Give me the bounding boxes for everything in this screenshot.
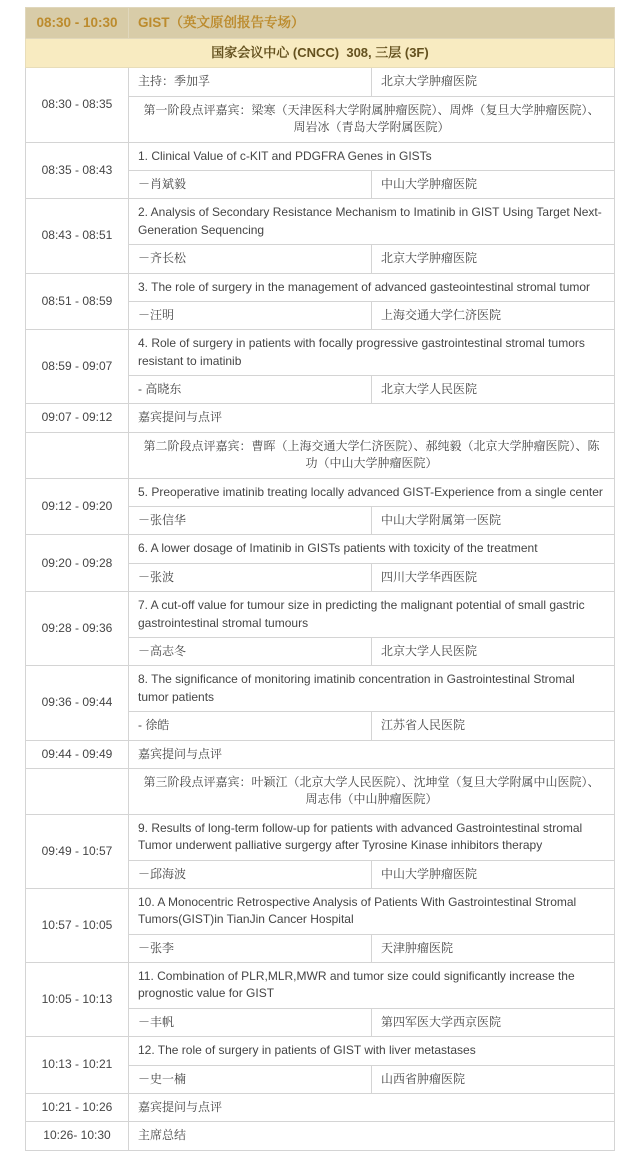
- speaker-name: －肖斌毅: [129, 170, 372, 198]
- qa-text: 嘉宾提问与点评: [129, 740, 615, 768]
- summary-row: [26, 1122, 615, 1150]
- qa-row: [26, 404, 615, 432]
- venue-row: [26, 38, 615, 68]
- talk-row: [26, 478, 615, 506]
- qa-text: 嘉宾提问与点评: [129, 1094, 615, 1122]
- speaker-name: - 徐皓: [129, 712, 372, 740]
- speaker-name: - 高晓东: [129, 376, 372, 404]
- talk-row: [26, 199, 615, 245]
- hospital-name: 中山大学附属第一医院: [372, 507, 615, 535]
- hospital-name: 北京大学人民医院: [372, 376, 615, 404]
- time-cell: 08:35 - 08:43: [26, 142, 129, 199]
- talk-row: [26, 142, 615, 170]
- talk-title: 12. The role of surgery in patients of GIST with liver metastases: [129, 1037, 615, 1065]
- session-title: GIST（英文原创报告专场）: [129, 8, 615, 39]
- hospital-name: 第四军医大学西京医院: [372, 1008, 615, 1036]
- time-cell: 09:20 - 09:28: [26, 535, 129, 592]
- panel-text: 第三阶段点评嘉宾：叶颖江（北京大学人民医院）、沈坤堂（复旦大学附属中山医院）、周志伟（中山肿瘤医院）: [129, 768, 615, 814]
- hospital-name: 上海交通大学仁济医院: [372, 301, 615, 329]
- talk-row: [26, 592, 615, 638]
- qa-row: [26, 740, 615, 768]
- time-cell: 10:13 - 10:21: [26, 1037, 129, 1094]
- hospital-name: 天津肿瘤医院: [372, 934, 615, 962]
- chair-row: [26, 68, 615, 96]
- time-cell: 08:59 - 09:07: [26, 330, 129, 404]
- time-cell: 10:21 - 10:26: [26, 1094, 129, 1122]
- talk-title: 6. A lower dosage of Imatinib in GISTs patients with toxicity of the treatment: [129, 535, 615, 563]
- hospital-name: 北京大学肿瘤医院: [372, 68, 615, 96]
- time-cell: 08:51 - 08:59: [26, 273, 129, 330]
- time-cell: 08:43 - 08:51: [26, 199, 129, 273]
- time-cell: 09:36 - 09:44: [26, 666, 129, 740]
- speaker-name: －丰帆: [129, 1008, 372, 1036]
- talk-row: [26, 888, 615, 934]
- time-cell: 10:26- 10:30: [26, 1122, 129, 1150]
- qa-row: [26, 1094, 615, 1122]
- hospital-name: 中山大学肿瘤医院: [372, 170, 615, 198]
- talk-title: 8. The significance of monitoring imatinib concentration in Gastrointestinal Stromal tumor patients: [129, 666, 615, 712]
- qa-text: 嘉宾提问与点评: [129, 404, 615, 432]
- panel-text: 第一阶段点评嘉宾：梁寒（天津医科大学附属肿瘤医院）、周烨（复旦大学肿瘤医院）、周岩冰（青岛大学附属医院）: [129, 96, 615, 142]
- speaker-name: －史一楠: [129, 1065, 372, 1093]
- session-time: 08:30 - 10:30: [26, 8, 129, 39]
- time-cell: 10:05 - 10:13: [26, 963, 129, 1037]
- hospital-name: 山西省肿瘤医院: [372, 1065, 615, 1093]
- session-header-row: [26, 8, 615, 39]
- talk-title: 2. Analysis of Secondary Resistance Mechanism to Imatinib in GIST Using Target Next-Generation Sequencing: [129, 199, 615, 245]
- talk-title: 10. A Monocentric Retrospective Analysis of Patients With Gastrointestinal Stromal Tumors(GIST)in TianJin Cancer Hospital: [129, 888, 615, 934]
- hospital-name: 中山大学肿瘤医院: [372, 860, 615, 888]
- talk-row: [26, 814, 615, 860]
- speaker-name: －邱海波: [129, 860, 372, 888]
- talk-title: 3. The role of surgery in the management of advanced gasteointestinal stromal tumor: [129, 273, 615, 301]
- talk-row: [26, 330, 615, 376]
- talk-title: 7. A cut-off value for tumour size in predicting the malignant potential of small gastric gastrointestinal stromal tumours: [129, 592, 615, 638]
- speaker-name: －高志冬: [129, 638, 372, 666]
- hospital-name: 北京大学肿瘤医院: [372, 245, 615, 273]
- panel-text: 第二阶段点评嘉宾：曹晖（上海交通大学仁济医院）、郝纯毅（北京大学肿瘤医院）、陈功（中山大学肿瘤医院）: [129, 432, 615, 478]
- talk-row: [26, 963, 615, 1009]
- speaker-name: －齐长松: [129, 245, 372, 273]
- time-cell: 09:49 - 10:57: [26, 814, 129, 888]
- hospital-name: 江苏省人民医院: [372, 712, 615, 740]
- talk-title: 9. Results of long-term follow-up for patients with advanced Gastrointestinal stromal Tumor underwent palliative surgergy after Tyrosine Kinase inhibitors therapy: [129, 814, 615, 860]
- panel-row: [26, 768, 615, 814]
- hospital-name: 北京大学人民医院: [372, 638, 615, 666]
- summary-text: 主席总结: [129, 1122, 615, 1150]
- schedule-header: [26, 8, 615, 68]
- talk-row: [26, 535, 615, 563]
- speaker-name: －张李: [129, 934, 372, 962]
- speaker-name: －汪明: [129, 301, 372, 329]
- schedule-body: [26, 68, 615, 1150]
- venue-label: 国家会议中心 (CNCC) 308, 三层 (3F): [26, 38, 615, 68]
- panel-row: [26, 432, 615, 478]
- time-cell: 09:44 - 09:49: [26, 740, 129, 768]
- time-cell: [26, 768, 129, 814]
- talk-row: [26, 1037, 615, 1065]
- time-cell: 08:30 - 08:35: [26, 68, 129, 142]
- chair-label: 主持：季加孚: [129, 68, 372, 96]
- schedule-table: [25, 7, 615, 1151]
- talk-row: [26, 273, 615, 301]
- time-cell: [26, 432, 129, 478]
- talk-row: [26, 666, 615, 712]
- talk-title: 11. Combination of PLR,MLR,MWR and tumor size could significantly increase the prognostic value for GIST: [129, 963, 615, 1009]
- talk-title: 4. Role of surgery in patients with focally progressive gastrointestinal stromal tumors resistant to imatinib: [129, 330, 615, 376]
- speaker-name: －张信华: [129, 507, 372, 535]
- time-cell: 09:07 - 09:12: [26, 404, 129, 432]
- time-cell: 10:57 - 10:05: [26, 888, 129, 962]
- hospital-name: 四川大学华西医院: [372, 563, 615, 591]
- talk-title: 1. Clinical Value of c-KIT and PDGFRA Genes in GISTs: [129, 142, 615, 170]
- speaker-name: －张波: [129, 563, 372, 591]
- talk-title: 5. Preoperative imatinib treating locally advanced GIST-Experience from a single center: [129, 478, 615, 506]
- time-cell: 09:12 - 09:20: [26, 478, 129, 535]
- time-cell: 09:28 - 09:36: [26, 592, 129, 666]
